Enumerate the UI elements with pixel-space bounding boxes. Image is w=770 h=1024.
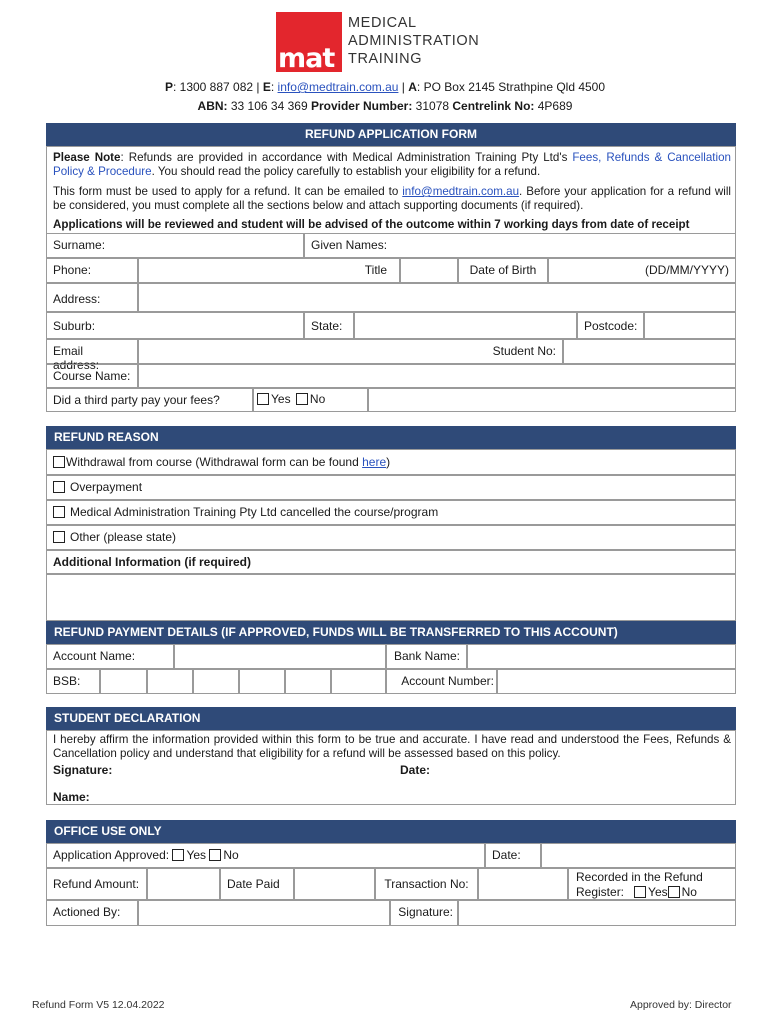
note-text-2a: This form must be used to apply for a refund. It can be emailed to [53, 185, 403, 198]
centrelink-label: Centrelink No: [452, 99, 535, 113]
account-name-field[interactable] [174, 644, 386, 669]
given-names-field[interactable] [304, 233, 736, 258]
bank-name-label-cell [386, 644, 467, 669]
phone-label: P [164, 80, 173, 94]
bsb-digit-1[interactable] [100, 669, 147, 694]
office-date-label-cell [485, 843, 541, 868]
bsb-digit-2[interactable] [147, 669, 193, 694]
instructions-email-link[interactable]: info@medtrain.com.au [402, 185, 520, 198]
reason-overpayment-row [46, 475, 736, 500]
refund-amount-label-cell [46, 868, 147, 900]
student-no-field[interactable] [563, 339, 736, 364]
additional-info-label: Additional Information (if required) [53, 555, 251, 569]
cancelled-label: Medical Administration Training Pty Ltd cancelled the course/program [70, 505, 439, 519]
postcode-field[interactable] [644, 312, 736, 339]
overpayment-label: Overpayment [70, 480, 143, 494]
dob-label: Date of Birth [469, 263, 537, 277]
date-paid-field[interactable] [294, 868, 375, 900]
title-label: Title [364, 263, 387, 277]
provider-label: Provider Number: [310, 99, 413, 113]
approved-yes-checkbox[interactable] [172, 849, 184, 861]
logo-mark-text: mat [278, 43, 335, 74]
recorded-label-1: Recorded in the Refund [576, 870, 703, 884]
office-signature-label-cell [390, 900, 458, 926]
approved-row [46, 843, 485, 868]
address-field[interactable] [138, 283, 736, 312]
phone-label-cell [46, 258, 138, 283]
withdrawal-checkbox[interactable] [53, 456, 65, 468]
actioned-by-label: Actioned By: [53, 905, 121, 919]
note-label: Please Note [53, 151, 121, 164]
date-paid-label-cell [220, 868, 294, 900]
bsb-label-cell [46, 669, 100, 694]
other-checkbox[interactable] [53, 531, 65, 543]
cancelled-checkbox[interactable] [53, 506, 65, 518]
section-header-declaration: STUDENT DECLARATION [46, 707, 736, 730]
phone-label: Phone: [53, 263, 92, 277]
bsb-digit-6[interactable] [331, 669, 386, 694]
surname-field[interactable] [46, 233, 304, 258]
reason-other-row [46, 525, 736, 550]
overpayment-checkbox[interactable] [53, 481, 65, 493]
third-party-label: Did a third party pay your fees? [53, 393, 220, 407]
bsb-digit-3[interactable] [193, 669, 239, 694]
section-header-payment: REFUND PAYMENT DETAILS (IF APPROVED, FUNDS WILL BE TRANSFERRED TO THIS ACCOUNT) [46, 621, 736, 644]
withdrawal-label-end: ) [386, 455, 391, 469]
contact-phone: 1300 887 082 [179, 80, 254, 94]
course-name-label: Course Name: [53, 369, 131, 383]
bsb-digit-4[interactable] [239, 669, 285, 694]
logo-wordmark [348, 14, 479, 68]
centrelink-value: 4P689 [537, 99, 573, 113]
email-label: E [262, 80, 271, 94]
recorded-yes-checkbox[interactable] [634, 886, 646, 898]
surname-label: Surname: [53, 238, 106, 252]
actioned-by-label-cell [46, 900, 138, 926]
office-signature-field[interactable] [458, 900, 736, 926]
address-label: Address: [53, 292, 101, 306]
contact-line: P: 1300 887 082 | E: info@medtrain.com.au | A: PO Box 2145 Strathpine Qld 4500 [164, 80, 606, 94]
email-label-cell [46, 339, 138, 372]
email-address-label: Email address: [53, 344, 100, 372]
account-name-label-cell [46, 644, 174, 669]
review-notice: Applications will be reviewed and student will be advised of the outcome within 7 working days from date of receipt [53, 218, 690, 231]
approved-label: Application Approved: [53, 848, 170, 862]
note-text-1b: . You should read the policy carefully to establish your eligibility for a refund. [151, 164, 541, 178]
refund-amount-field[interactable] [147, 868, 220, 900]
refund-amount-label: Refund Amount: [53, 877, 140, 891]
dob-field[interactable] [548, 258, 736, 283]
logo-line-1: MEDICAL [348, 15, 417, 31]
transaction-field[interactable] [478, 868, 568, 900]
third-party-options [253, 388, 368, 412]
postcode-label-cell [577, 312, 644, 339]
account-number-label-cell [386, 669, 497, 694]
reason-withdrawal-row [46, 449, 736, 475]
logo-line-3: TRAINING [348, 51, 423, 67]
account-name-label: Account Name: [53, 649, 136, 663]
company-logo [276, 12, 501, 74]
bank-name-label: Bank Name: [393, 649, 460, 663]
suburb-field[interactable] [46, 312, 304, 339]
state-label-cell [304, 312, 354, 339]
note-text-1a: : Refunds are provided in accordance with Medical Administration Training Pty Ltd's [120, 151, 573, 164]
provider-value: 31078 [415, 99, 450, 113]
account-number-field[interactable] [497, 669, 736, 694]
declaration-signature-label: Signature: [53, 763, 113, 777]
transaction-label-cell [375, 868, 478, 900]
third-party-no-label: No [309, 392, 326, 406]
third-party-details-field[interactable] [368, 388, 736, 412]
logo-mark [276, 12, 342, 72]
course-field[interactable] [138, 364, 736, 388]
registration-line [0, 99, 770, 113]
recorded-yes-label: Yes [648, 884, 668, 899]
approved-no-label: No [223, 848, 239, 862]
declaration-name-label: Name: [53, 790, 90, 804]
dob-label-cell [458, 258, 548, 283]
title-field[interactable] [400, 258, 458, 283]
address-label-cell [46, 283, 138, 312]
state-field[interactable] [354, 312, 577, 339]
actioned-by-field[interactable] [138, 900, 390, 926]
bsb-digit-5[interactable] [285, 669, 331, 694]
course-label-cell [46, 364, 138, 388]
date-paid-label: Date Paid [227, 877, 280, 891]
declaration-text: I hereby affirm the information provided within this form to be true and accurate. I have read and understood the Fees, Refunds & Cancellation policy and understand that eligibility for a refund will be assessed based on this policy. [53, 733, 731, 760]
additional-info-field[interactable] [46, 574, 736, 621]
policy-link[interactable]: Fees, Refunds & Cancellation Policy & Procedure [53, 151, 731, 178]
approved-no-checkbox[interactable] [209, 849, 221, 861]
abn-label: ABN: [197, 99, 228, 113]
address-label: A [408, 80, 417, 94]
office-date-field[interactable] [541, 843, 736, 868]
declaration-date-label: Date: [400, 763, 431, 777]
form-version: Refund Form V5 12.04.2022 [32, 999, 165, 1011]
postcode-label: Postcode: [584, 319, 638, 333]
office-date-label: Date: [492, 848, 521, 862]
approved-by: Approved by: Director [630, 999, 732, 1011]
recorded-no-label: No [681, 884, 697, 899]
transaction-label: Transaction No: [384, 877, 469, 891]
student-no-label: Student No: [492, 344, 556, 358]
third-party-yes-label: Yes [271, 392, 291, 406]
section-header-office: OFFICE USE ONLY [46, 820, 736, 843]
recorded-in-register [568, 868, 736, 900]
bsb-label: BSB: [53, 674, 81, 688]
withdrawal-label: Withdrawal from course (Withdrawal form can be found [66, 455, 363, 469]
reason-cancelled-row [46, 500, 736, 525]
note-text-2b: . Before your application for a refund will be considered, you must complete all the sections below and attach supporting documents (if required). [53, 185, 731, 212]
please-note-text [53, 151, 731, 178]
logo-line-2: ADMINISTRATION [348, 33, 480, 49]
abn-value: 33 106 34 369 [230, 99, 308, 113]
office-signature-label: Signature: [398, 905, 453, 919]
email-instructions-text [53, 185, 731, 212]
bank-name-field[interactable] [467, 644, 736, 669]
approved-yes-label: Yes [186, 848, 207, 862]
dob-format-hint: (DD/MM/YYYY) [645, 263, 729, 277]
given-names-label: Given Names: [311, 238, 388, 252]
additional-info-label-cell [46, 550, 736, 574]
phone-field[interactable] [138, 258, 400, 283]
section-header-reason: REFUND REASON [46, 426, 736, 449]
third-party-label-cell [46, 388, 253, 412]
third-party-yes-checkbox[interactable] [257, 393, 269, 405]
other-label: Other (please state) [70, 530, 177, 544]
third-party-no-checkbox[interactable] [296, 393, 308, 405]
contact-email-link[interactable]: info@medtrain.com.au [277, 80, 399, 94]
withdrawal-form-link[interactable]: here [362, 455, 387, 469]
email-field[interactable] [138, 339, 563, 364]
state-label: State: [311, 319, 343, 333]
account-number-label: Account Number: [401, 674, 494, 688]
contact-address: PO Box 2145 Strathpine Qld 4500 [423, 80, 606, 94]
recorded-label-2: Register: [576, 884, 625, 899]
suburb-label: Suburb: [53, 319, 96, 333]
recorded-no-checkbox[interactable] [668, 886, 680, 898]
section-header-application: REFUND APPLICATION FORM [46, 123, 736, 146]
